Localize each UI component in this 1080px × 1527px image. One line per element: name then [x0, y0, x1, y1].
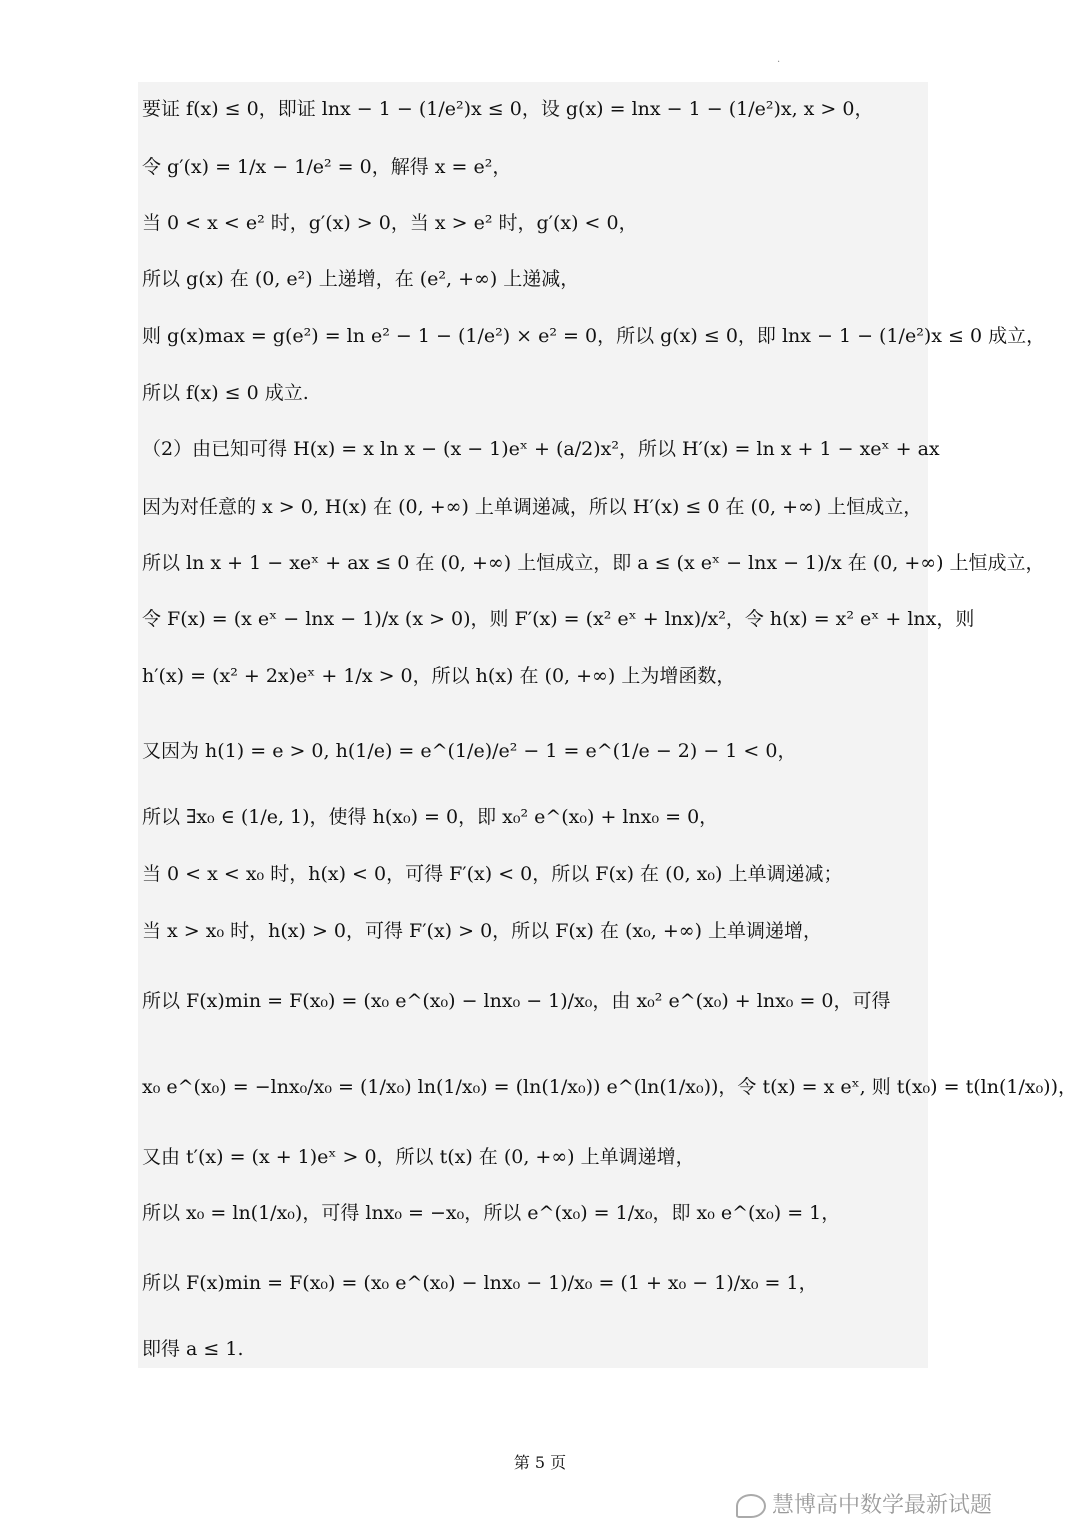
- solution-line-15: 当 x > x₀ 时，h(x) > 0，可得 F′(x) > 0，所以 F(x) 在 (x₀, +∞) 上单调递增，: [142, 920, 823, 942]
- solution-line-11: h′(x) = (x² + 2x)eˣ + 1/x > 0，所以 h(x) 在 (0, +∞) 上为增函数，: [142, 665, 736, 687]
- solution-line-7: （2）由已知可得 H(x) = x ln x − (x − 1)eˣ + (a/2)x²，所以 H′(x) = ln x + 1 − xeˣ + ax: [142, 438, 940, 460]
- solution-line-12: 又因为 h(1) = e > 0, h(1/e) = e^(1/e)/e² − 1 = e^(1/e − 2) − 1 < 0，: [142, 740, 797, 762]
- solution-line-13: 所以 ∃x₀ ∈ (1/e, 1)，使得 h(x₀) = 0，即 x₀² e^(x₀) + lnx₀ = 0，: [142, 806, 719, 828]
- solution-line-10: 令 F(x) = (x eˣ − lnx − 1)/x (x > 0)，则 F′(x) = (x² eˣ + lnx)/x²，令 h(x) = x² eˣ + lnx，则: [142, 608, 975, 630]
- corner-mark: .: [777, 54, 781, 65]
- chat-bubble-icon: [736, 1494, 766, 1518]
- solution-line-16: 所以 F(x)min = F(x₀) = (x₀ e^(x₀) − lnx₀ − 1)/x₀，由 x₀² e^(x₀) + lnx₀ = 0，可得: [142, 990, 891, 1012]
- solution-line-19: 所以 x₀ = ln(1/x₀)，可得 lnx₀ = −x₀，所以 e^(x₀) = 1/x₀，即 x₀ e^(x₀) = 1，: [142, 1202, 841, 1224]
- solution-line-2: 令 g′(x) = 1/x − 1/e² = 0，解得 x = e²，: [142, 156, 512, 178]
- solution-line-20: 所以 F(x)min = F(x₀) = (x₀ e^(x₀) − lnx₀ − 1)/x₀ = (1 + x₀ − 1)/x₀ = 1，: [142, 1272, 818, 1294]
- solution-line-21: 即得 a ≤ 1.: [142, 1338, 244, 1360]
- solution-line-6: 所以 f(x) ≤ 0 成立.: [142, 382, 309, 404]
- solution-line-1: 要证 f(x) ≤ 0，即证 lnx − 1 − (1/e²)x ≤ 0，设 g(x) = lnx − 1 − (1/e²)x, x > 0，: [142, 98, 874, 120]
- solution-line-8: 因为对任意的 x > 0, H(x) 在 (0, +∞) 上单调递减，所以 H′(x) ≤ 0 在 (0, +∞) 上恒成立，: [142, 496, 923, 518]
- solution-line-14: 当 0 < x < x₀ 时，h(x) < 0，可得 F′(x) < 0，所以 F(x) 在 (0, x₀) 上单调递减；: [142, 863, 843, 885]
- page-number: 第 5 页: [513, 1453, 567, 1472]
- solution-line-5: 则 g(x)max = g(e²) = ln e² − 1 − (1/e²) × e² = 0，所以 g(x) ≤ 0，即 lnx − 1 − (1/e²)x ≤ 0 成立，: [142, 325, 1046, 347]
- watermark-text: 慧博高中数学最新试题: [772, 1493, 993, 1518]
- solution-line-18: 又由 t′(x) = (x + 1)eˣ > 0，所以 t(x) 在 (0, +∞) 上单调递增，: [142, 1146, 695, 1168]
- watermark: [736, 1488, 992, 1519]
- solution-line-4: 所以 g(x) 在 (0, e²) 上递增，在 (e², +∞) 上递减，: [142, 268, 580, 290]
- solution-line-3: 当 0 < x < e² 时，g′(x) > 0，当 x > e² 时，g′(x) < 0，: [142, 212, 638, 234]
- solution-line-17: x₀ e^(x₀) = −lnx₀/x₀ = (1/x₀) ln(1/x₀) = (ln(1/x₀)) e^(ln(1/x₀))，令 t(x) = x eˣ, 则 t(x₀) = t(ln(1/x₀))，: [142, 1076, 1078, 1098]
- solution-line-9: 所以 ln x + 1 − xeˣ + ax ≤ 0 在 (0, +∞) 上恒成立，即 a ≤ (x eˣ − lnx − 1)/x 在 (0, +∞) 上恒成立，: [142, 552, 1045, 574]
